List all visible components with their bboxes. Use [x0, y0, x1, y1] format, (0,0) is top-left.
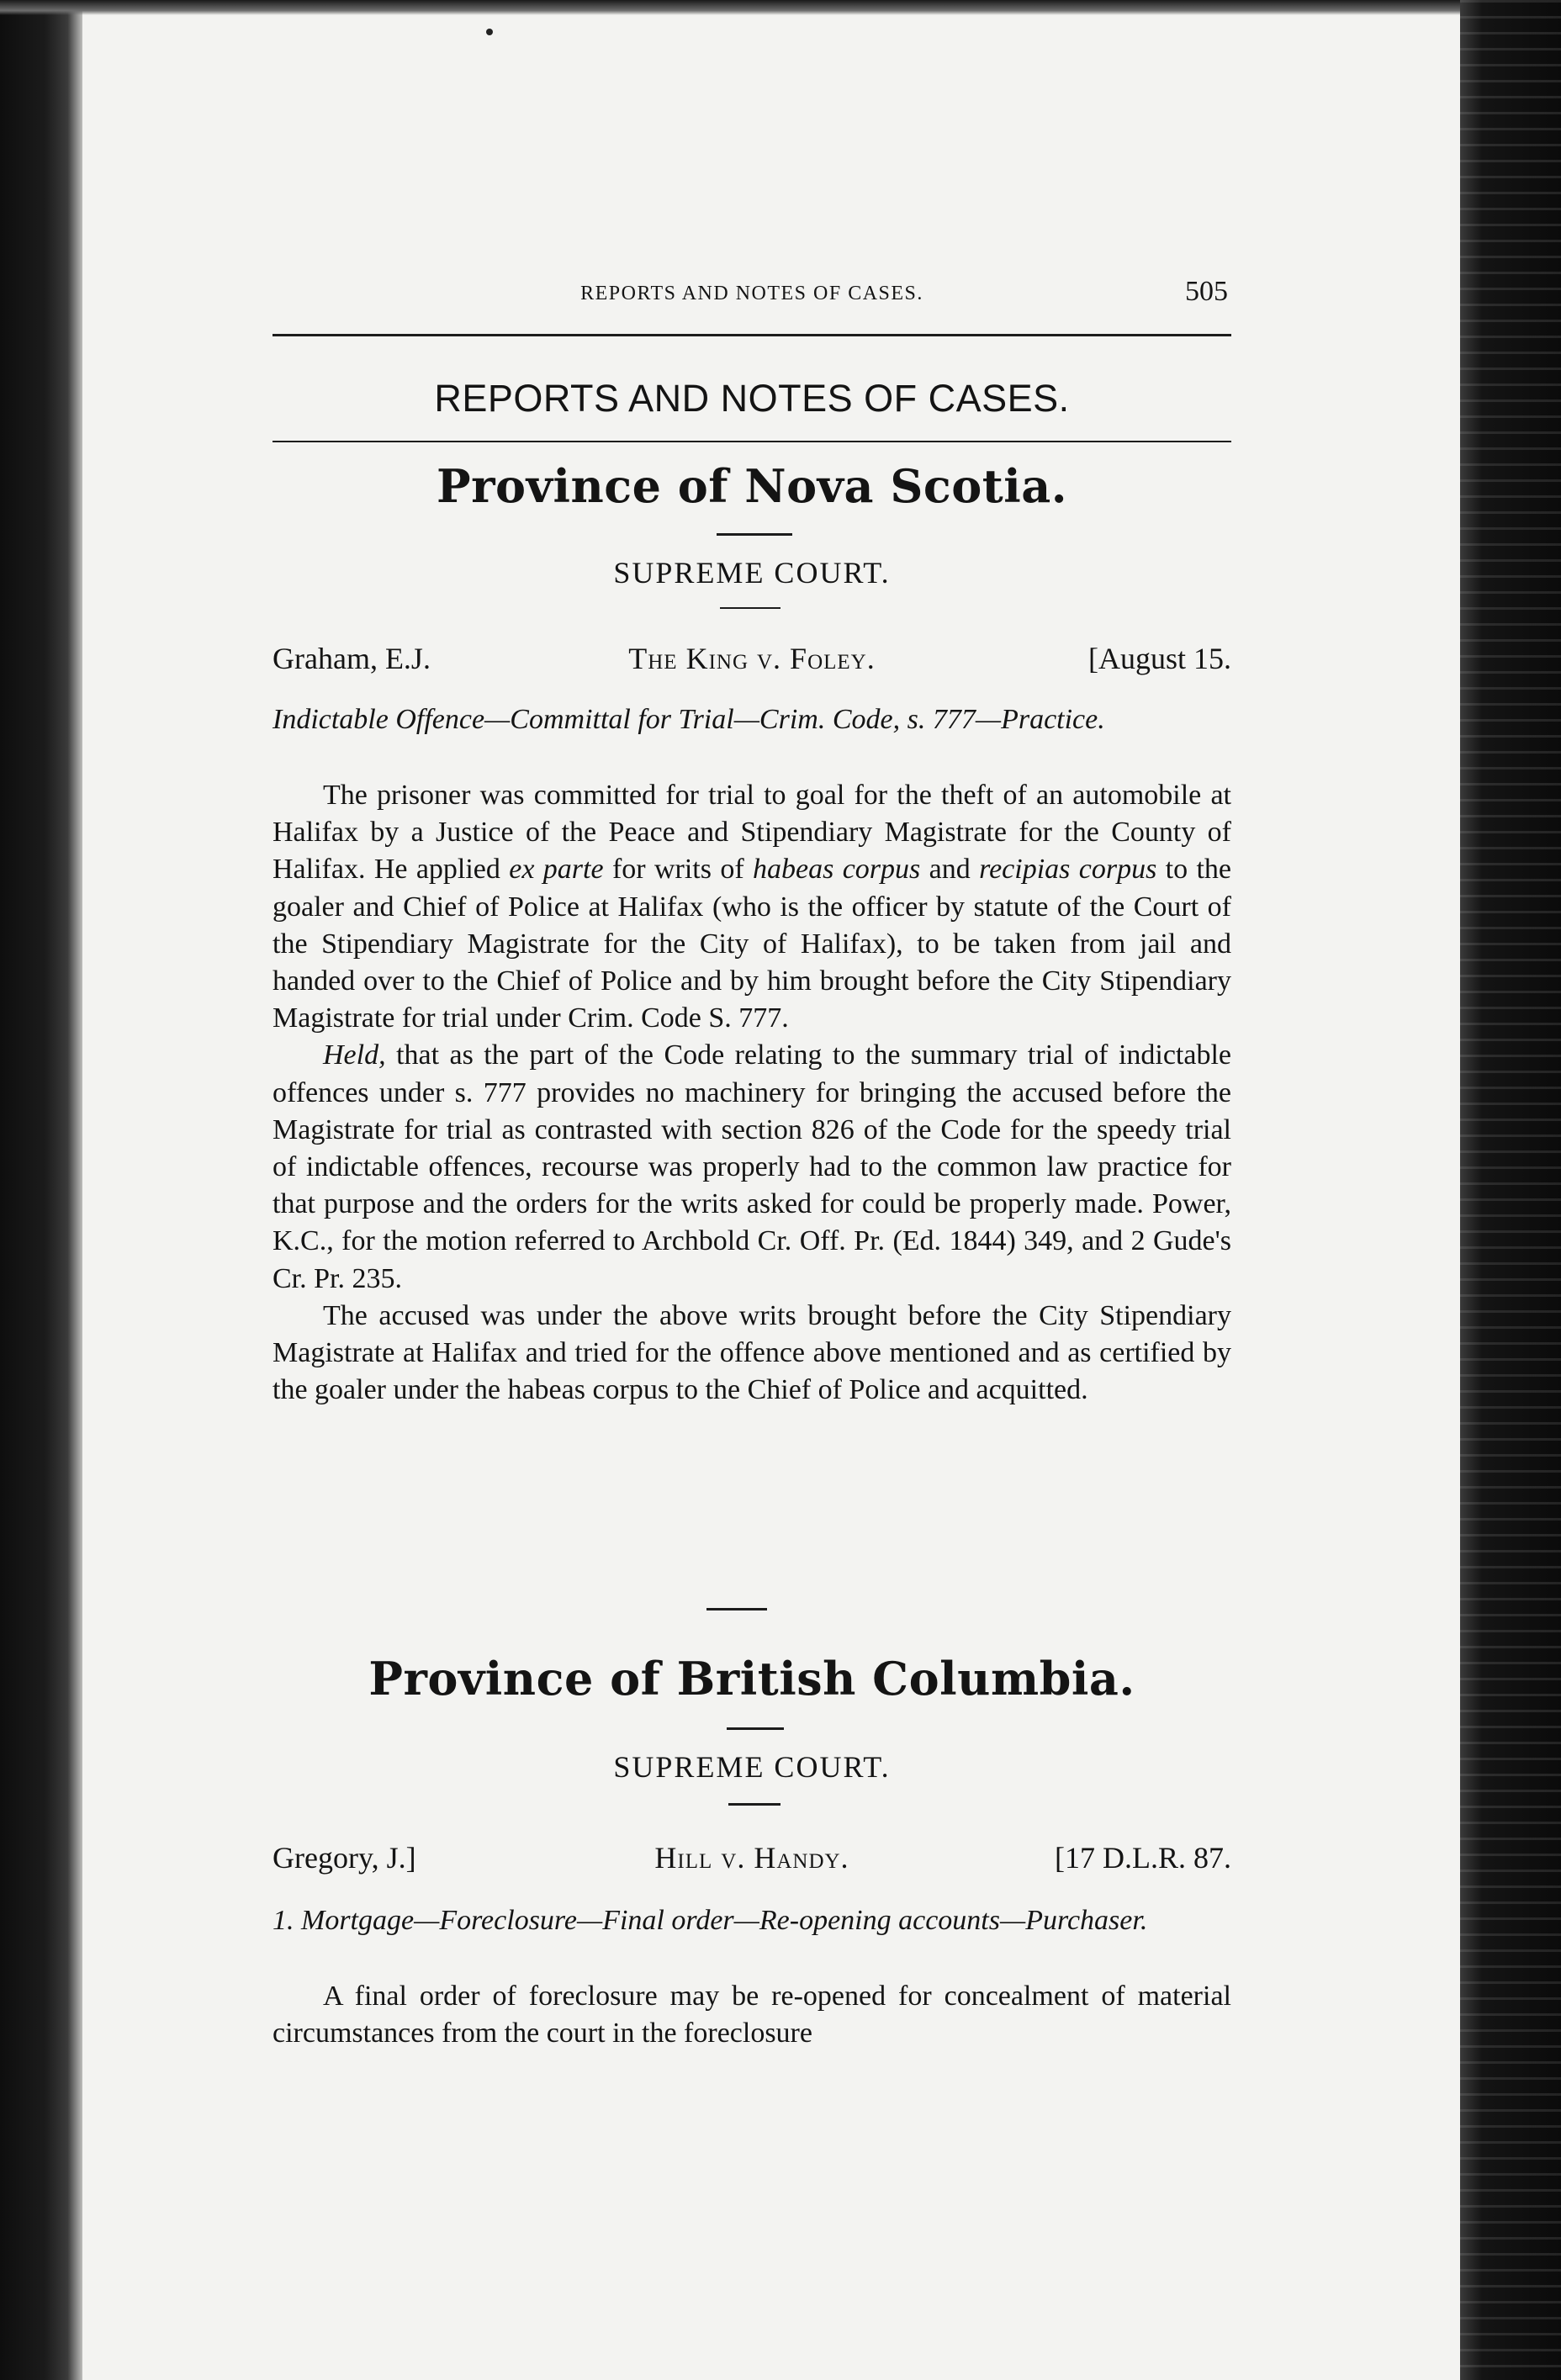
section-separator-rule: [706, 1608, 767, 1610]
paragraph-text: that as the part of the Code relating to the summary trial of indictable offences under s. 777 provides no machinery for bringing the accused before the Magistrate for trial as contrasted with section 826 of the Code for the speedy trial of indictable offences, recourse was properly had to the common law practice for that purpose and the orders for the writs asked for could be properly made. Power, K.C., for the motion referred to Archbold Cr. Off. Pr. (Ed. 1844) 349, and 2 Gude's Cr. Pr. 235.: [273, 1039, 1231, 1294]
section-title-rule: [273, 441, 1231, 442]
short-rule: [717, 533, 792, 536]
body-paragraph: [273, 1037, 1231, 1297]
held-label: Held,: [323, 1039, 386, 1071]
case-body: [273, 1978, 1231, 2052]
headnote: [273, 1902, 1231, 1939]
case-judge: Graham, E.J.: [273, 642, 431, 675]
running-head: [273, 276, 1231, 316]
paragraph-text: and: [920, 854, 980, 886]
running-head-rule: [273, 334, 1231, 336]
book-page: [273, 0, 1231, 2380]
latin-term: ex parte: [509, 854, 604, 886]
short-rule: [720, 607, 780, 609]
province-heading-nova-scotia: Province of Nova Scotia.: [437, 459, 1067, 513]
section-title: REPORTS AND NOTES OF CASES.: [434, 377, 1070, 420]
case-line: [273, 1840, 1231, 1877]
running-head-title: REPORTS AND NOTES OF CASES.: [580, 283, 923, 304]
short-rule: [728, 1803, 780, 1806]
paragraph-text: The prisoner was committed for trial to goal for the theft of an automobile at Halifax by a Justice of the Peace and Stipendiary Magistrate for the County of Halifax. He applied: [273, 780, 1231, 886]
body-paragraph: The accused was under the above writs brought before the City Stipendiary Magistrate at Halifax and tried for the offence above mentioned and as certified by the goaler under the habeas corpus to the Chief of Police and acquitted.: [273, 1299, 1231, 1406]
court-heading: SUPREME COURT.: [613, 1750, 891, 1784]
case-date: [August 15.: [1088, 642, 1231, 675]
headnote-text: 1. Mortgage—Foreclosure—Final order—Re-opening accounts—Purchaser.: [273, 1905, 1148, 1936]
latin-term: habeas corpus: [753, 854, 921, 886]
case-date: [17 D.L.R. 87.: [1055, 1841, 1231, 1875]
case-name: The King v. Foley.: [628, 642, 876, 675]
headnote-text: Indictable Offence—Committal for Trial—Crim. Code, s. 777—Practice.: [273, 704, 1105, 735]
body-paragraph: A final order of foreclosure may be re-opened for concealment of material circumstances from the court in the foreclosure: [273, 1981, 1231, 2049]
scan-edge-left: [0, 0, 82, 2380]
latin-term: recipias corpus: [979, 854, 1157, 886]
paragraph-text: for writs of: [603, 854, 754, 886]
case-line: [273, 641, 1231, 678]
paragraph-text: to the goaler and Chief of Police at Halifax (who is the officer by statute of the Court of the Stipendiary Magistrate for the City of Halifax), to be taken from jail and handed over to the Chief of Police and by him brought before the City Stipendiary Magistrate for trial under Crim. Code S. 777.: [273, 854, 1232, 1034]
case-name: Hill v. Handy.: [654, 1841, 849, 1875]
case-judge: Gregory, J.]: [273, 1841, 416, 1875]
province-heading-british-columbia: Province of British Columbia.: [368, 1652, 1135, 1706]
case-body: [273, 777, 1231, 1409]
court-heading: SUPREME COURT.: [613, 556, 891, 590]
short-rule: [727, 1727, 784, 1730]
headnote: [273, 701, 1231, 738]
scan-edge-right: [1460, 0, 1561, 2380]
body-paragraph: [273, 777, 1231, 1037]
page-number: 505: [1185, 276, 1228, 307]
